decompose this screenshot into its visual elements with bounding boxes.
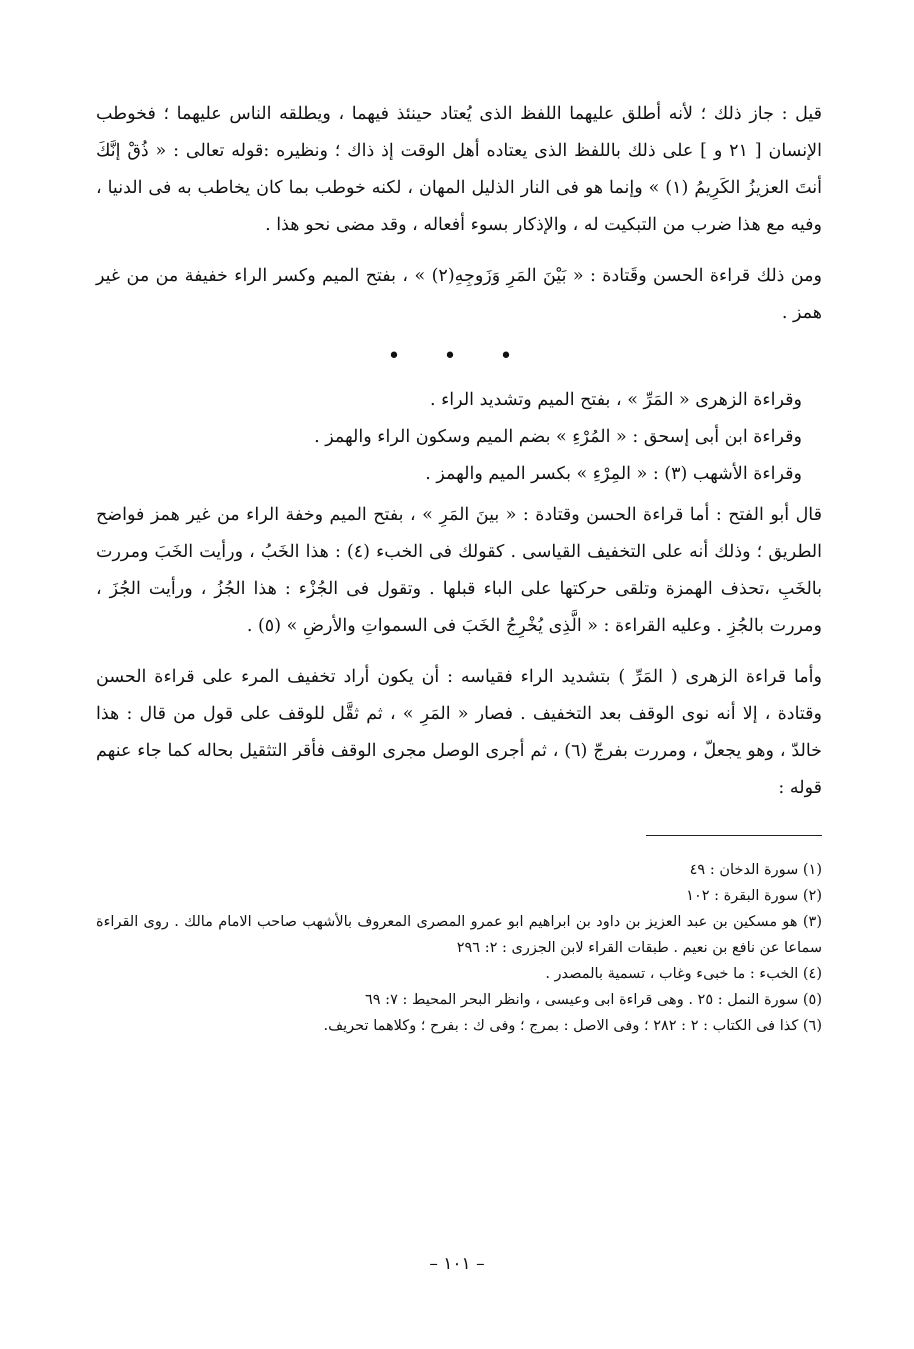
footnote-6: (٦) كذا فى الكتاب : ٢ : ٢٨٢ ؛ وفى الاصل : بمرج ؛ وفى ك : بفرح ؛ وكلاهما تحريف. (323, 1018, 822, 1034)
paragraph-2: ومن ذلك قراءة الحسن وقَتادة : « بَيْنَ المَرِ وَزَوجِهِ(٢) » ، بفتح الميم وكسر الراء خفيفة من من غير همز . (96, 266, 822, 323)
reading-ashhab: وقراءة الأشهب (٣) : « المِرْءِ » بكسر الميم والهمز . (425, 464, 802, 484)
footnote-divider (646, 835, 822, 836)
footnote-2: (٢) سورة البقرة : ١٠٢ (686, 888, 822, 904)
footnote-rule-area (96, 821, 822, 849)
reading-zuhri: وقراءة الزهرى « المَرِّ » ، بفتح الميم وتشديد الراء . (429, 390, 802, 410)
footnotes (96, 857, 822, 1039)
footnote-1: (١) سورة الدخان : ٤٩ (689, 862, 822, 878)
reading-ibn-abi-ishaq: وقراءة ابن أبى إسحق : « المُرْءِ » بضم الميم وسكون الراء والهمز . (314, 427, 802, 447)
paragraph-4: وأما قراءة الزهرى ( المَرِّ ) بتشديد الراء فقياسه : أن يكون أراد تخفيف المرء على قراءة الحسن وقتادة ، إلا أنه نوى الوقف بعد التخفيف . فصار « المَرِ » ، ثم ثقَّل للوقف على قول من قال : هذا خالدّ ، وهو يجعلّ ، ومررت بفرجّ (٦) ، ثم أجرى الوصل مجرى الوقف فأقر التثقيل بحاله كما جاء عنهم قوله : (96, 667, 822, 798)
footnote-3: (٣) هو مسكين بن عبد العزيز بن داود بن ابراهيم ابو عمرو المصرى المعروف بالأشهب صاحب الامام مالك . روى القراءة سماعا عن نافع بن نعيم . طبقات القراء لابن الجزرى : ٢: ٢٩٦ (96, 914, 822, 956)
paragraph-1: قيل : جاز ذلك ؛ لأنه أطلق عليهما اللفظ الذى يُعتاد حينئذ فيهما ، ويطلقه الناس عليهما ؛ فخوطب الإنسان [ ٢١ و ] على ذلك باللفظ الذى يعتاده أهل الوقت إذ ذاك ؛ ونظيره :قوله تعالى : « ذُقْ إنَّكَ أنتَ العزيزُ الكَرِيمُ (١) » وإنما هو فى النار الذليل المهان ، لكنه خوطب بما كان يخاطب به فى الدنيا ، وفيه مع هذا ضرب من التبكيت له ، والإذكار بسوء أفعاله ، وقد مضى نحو هذا . (96, 104, 822, 235)
main-text (96, 96, 822, 807)
paragraph-3: قال أبو الفتح : أما قراءة الحسن وقتادة : « بينَ المَرِ » ، بفتح الميم وخفة الراء من غير همز فواضح الطريق ؛ وذلك أنه على التخفيف القياسى . كقولك فى الخبء (٤) : هذا الخَبُ ، ورأيت الخَبَ ومررت بالخَبِ ،تحذف الهمزة وتلقى حركتها على الباء قبلها . وتقول فى الجُزْء : هذا الجُزُ ، ورأيت الجُزَ ، ومررت بالجُزِ . وعليه القراءة : « الَّذِى يُخْرِجُ الخَبَ فى السمواتِ والأرضِ » (٥) . (96, 505, 822, 636)
footnote-5: (٥) سورة النمل : ٢٥ . وهى قراءة ابى وعيسى ، وانظر البحر المحيط : ٧: ٦٩ (365, 992, 822, 1008)
readings-list (96, 382, 822, 493)
footnote-4: (٤) الخبء : ما خبىء وغاب ، تسمية بالمصدر . (545, 966, 822, 982)
section-separator: • • • (387, 344, 531, 369)
page-number: – ١٠١ – (429, 1254, 485, 1274)
